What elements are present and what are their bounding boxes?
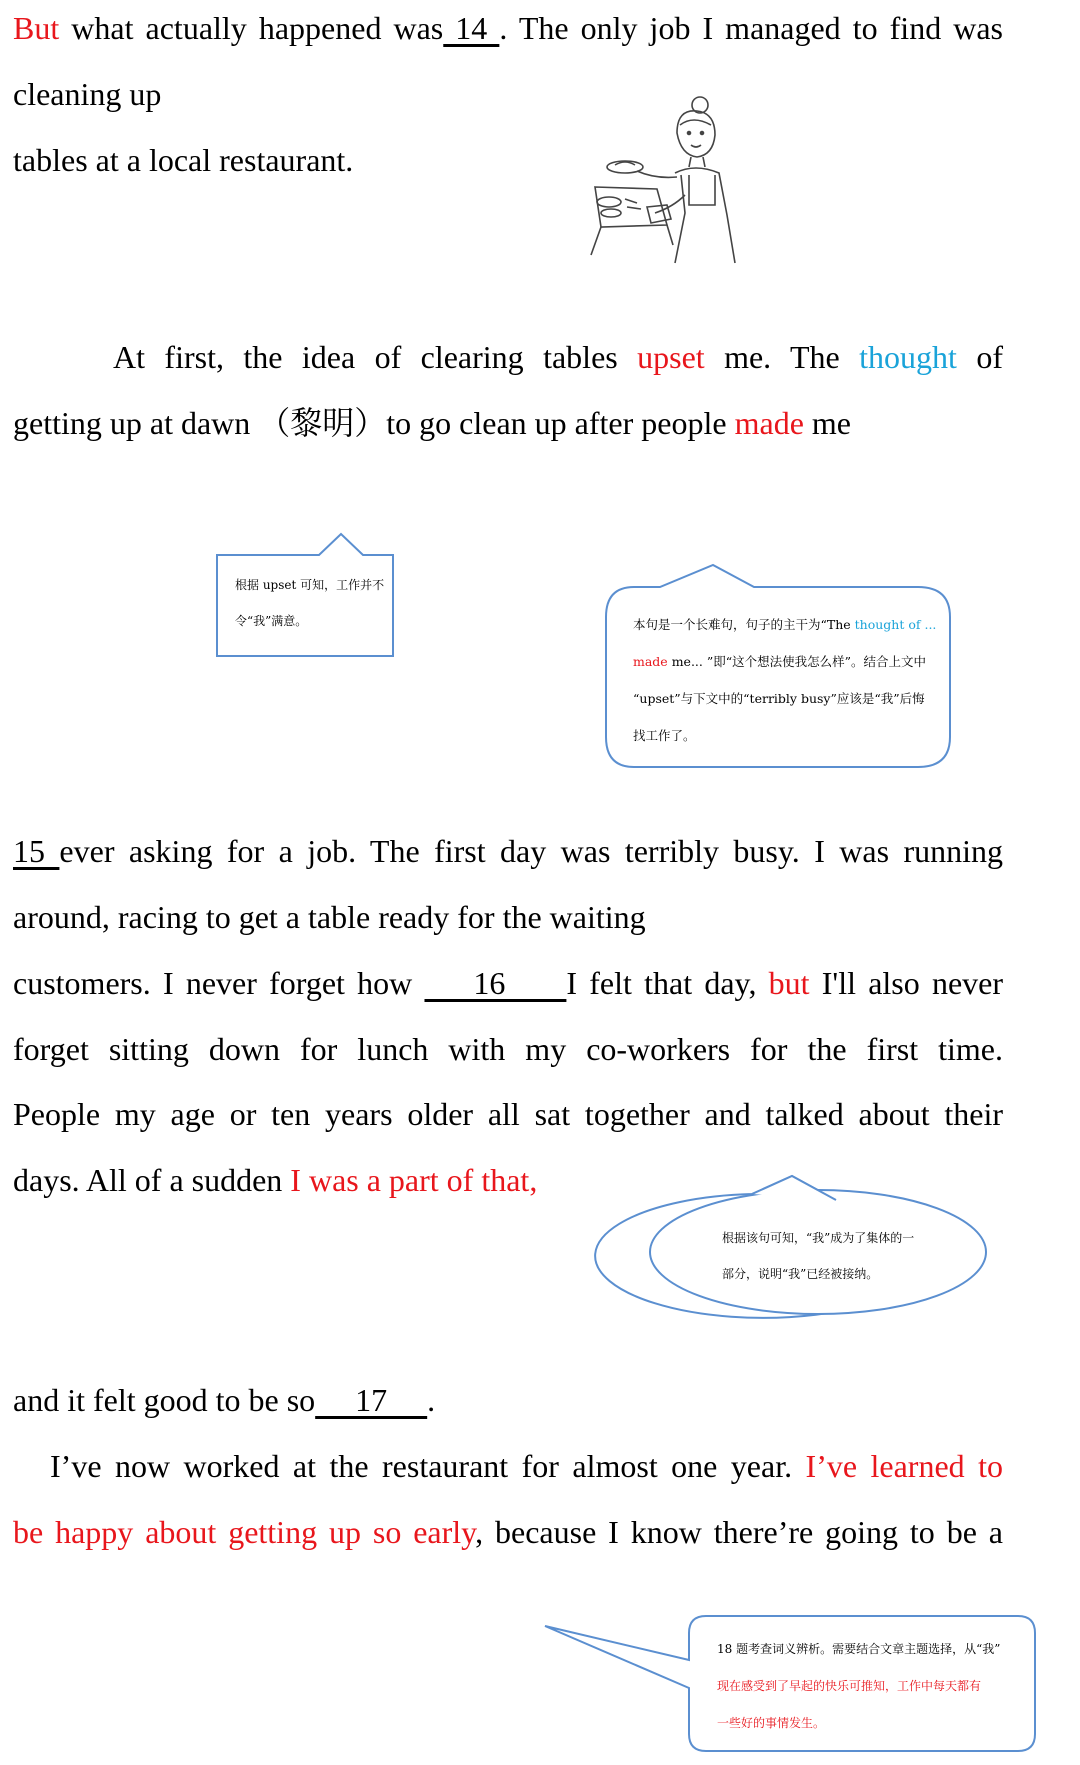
p3-line-6: days. All of a sudden I was a part of that,	[13, 1162, 538, 1198]
blank-17: 17	[315, 1382, 428, 1418]
p2-line-2: getting up at dawn （黎明）to go clean up after people made me	[13, 405, 851, 441]
emphasis-but: But	[13, 10, 60, 46]
p3-line-5: People my age or ten years older all sat together and talked about their	[13, 1096, 1003, 1132]
p5-line-2: be happy about getting up so early, because I know there’re going to be a	[13, 1514, 1004, 1550]
p3-line-3: customers. I never forget how 16 I felt that day, but I'll also never	[13, 965, 1004, 1001]
p1-line-3: tables at a local restaurant.	[13, 142, 354, 178]
callout-2-text: 本句是一个长难句，句子的主干为“The thought of ... made me... ”即“这个想法使我怎么样”。结合上文中 “upset”与下文中的“terribly busy”应该是“我”后悔 找工作了。	[633, 617, 937, 743]
p3-line-1: 15 ever asking for a job. The first day was terribly busy. I was running	[13, 833, 1004, 869]
p1-line-2: cleaning up	[13, 76, 162, 112]
blank-14: 14	[443, 10, 500, 46]
emphasis-made: made	[734, 405, 804, 441]
p1-line-1: But what actually happened was 14 . The only job I managed to find was	[13, 10, 1004, 46]
callout-4-text: 18 题考查词义辨析。需要结合文章主题选择，从“我” 现在感受到了早起的快乐可推知，工作中每天都有 一些好的事情发生。	[717, 1642, 1001, 1730]
emphasis-but-2: but	[768, 965, 810, 1001]
p2-line-1: At first, the idea of clearing tables upset me. The thought of	[113, 339, 1003, 375]
emphasis-thought: thought	[859, 339, 957, 375]
emphasis-part-of-that: I was a part of that,	[290, 1162, 538, 1198]
p3-line-2: around, racing to get a table ready for the waiting	[13, 899, 646, 935]
emphasis-upset: upset	[637, 339, 705, 375]
emphasis-learned: I’ve learned to	[805, 1448, 1004, 1484]
callout-1-text: 根据 upset 可知，工作并不 令“我”满意。	[235, 578, 385, 628]
blank-15: 15	[13, 833, 60, 869]
emphasis-happy-early: be happy about getting up so early	[13, 1514, 476, 1550]
blank-16: 16	[424, 965, 567, 1001]
callout-3-text: 根据该句可知，“我”成为了集体的一 部分，说明“我”已经被接纳。	[722, 1231, 915, 1281]
p3-line-4: forget sitting down for lunch with my co-workers for the first time.	[13, 1031, 1003, 1067]
p4-line-1: and it felt good to be so 17 .	[13, 1382, 436, 1418]
p5-line-1: I’ve now worked at the restaurant for almost one year. I’ve learned to	[50, 1448, 1004, 1484]
